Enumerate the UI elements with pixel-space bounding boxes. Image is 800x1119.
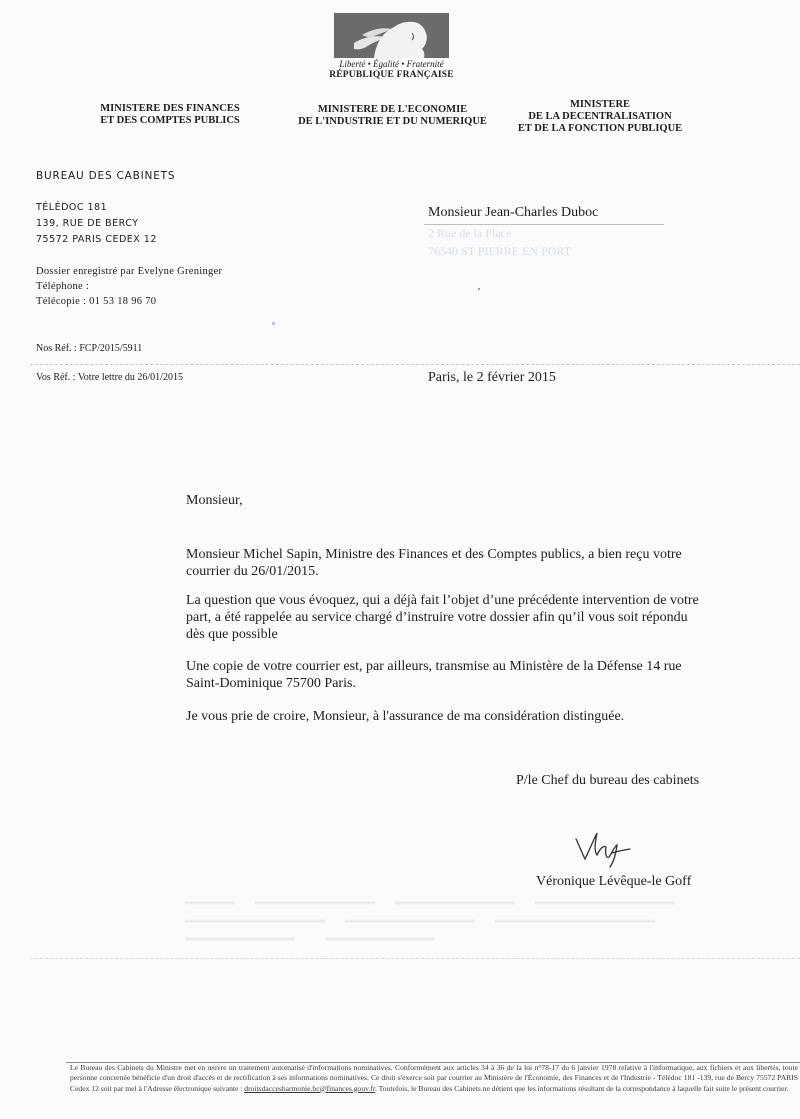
marianne-logo	[334, 13, 449, 58]
sender-address-line: TÉLÉDOC 181	[36, 202, 108, 213]
scan-speck	[272, 322, 275, 325]
ministry-finances	[70, 103, 270, 127]
telecopie-number: Télécopie : 01 53 18 96 70	[36, 296, 157, 307]
salutation: Monsieur,	[186, 493, 243, 508]
bleed-through-marks	[175, 895, 695, 955]
bureau-title: BUREAU DES CABINETS	[36, 170, 176, 182]
address-divider	[424, 224, 664, 225]
logo-motto: Liberté • Égalité • Fraternité	[339, 59, 444, 69]
privacy-notice-text: Le Bureau des Cabinets du Ministre met en œuvre un traitement automatisé d'informations nominatives. Conformément aux articles 34 à 36 de la loi n°78-17 du 6 janvier 1978 relative à l'informatique, aux fichiers et aux libertés, toute personne concernée bénéficie d'un droit d'accès et de rectification à ses informations nominatives. Ce droit s'exerce soit par courrier au Ministère de l'Économie, des Finances et de l'Industrie - Télédoc 181 -139, rue de Bercy 75572 PARIS Cedex 12 soit par mel à l'Adresse électronique suivante :	[70, 1063, 798, 1093]
sender-address-line: 75572 PARIS CEDEX 12	[36, 234, 157, 245]
paragraph-copy: Une copie de votre courrier est, par ailleurs, transmise au Ministère de la Défense 14 rue Saint-Dominique 75700 Paris.	[186, 659, 682, 691]
ministry-line: ET DES COMPTES PUBLICS	[100, 115, 240, 126]
ministry-line: DE LA DECENTRALISATION	[528, 111, 672, 122]
paragraph-question: La question que vous évoquez, qui a déjà fait l’objet d’une précédente intervention de votre part, a été rappelée au service chargé d’instruire votre dossier afin qu’il vous soit répondu dès que possible	[186, 593, 699, 642]
ministry-line: MINISTERE DE L'ECONOMIE	[317, 104, 468, 115]
paragraph-acknowledgement: Monsieur Michel Sapin, Ministre des Finances et des Comptes publics, a bien reçu votre courrier du 26/01/2015.	[186, 547, 682, 579]
fold-line	[30, 364, 800, 365]
your-reference: Vos Réf. : Votre lettre du 26/01/2015	[36, 372, 183, 383]
signer-name: Véronique Lévêque-le Goff	[536, 874, 692, 889]
ministry-decentralisation	[500, 99, 700, 135]
privacy-notice	[70, 1063, 798, 1094]
recipient-name: Monsieur Jean-Charles Duboc	[428, 205, 599, 220]
ministry-economie	[285, 104, 500, 128]
telephone-label: Téléphone :	[36, 281, 90, 292]
ministry-line: MINISTERE	[569, 99, 631, 110]
fold-line	[30, 958, 800, 959]
our-reference: Nos Réf. : FCP/2015/5911	[36, 343, 143, 354]
ministry-line: ET DE LA FONCTION PUBLIQUE	[517, 123, 683, 134]
ministry-line: MINISTERE DES FINANCES	[100, 103, 240, 114]
letter-date: Paris, le 2 février 2015	[428, 370, 556, 385]
recipient-address-line: 76540 ST PIERRE EN PORT	[428, 244, 572, 258]
sender-address-line: 139, RUE DE BERCY	[36, 218, 139, 229]
recipient-address-line: 2 Rue de la Place	[428, 226, 512, 240]
privacy-email-address: droitsdaccesharmonie.bc@finances.gouv.fr	[244, 1083, 375, 1093]
dossier-registered-by: Dossier enregistré par Evelyne Greninger	[36, 266, 223, 277]
signature-title: P/le Chef du bureau des cabinets	[516, 773, 700, 788]
scan-speck	[478, 288, 480, 290]
ministry-line: DE L'INDUSTRIE ET DU NUMERIQUE	[298, 116, 487, 127]
logo-republique-francaise: RÉPUBLIQUE FRANÇAISE	[329, 70, 454, 80]
paragraph-closing-formula: Je vous prie de croire, Monsieur, à l'assurance de ma considération distinguée.	[186, 709, 625, 724]
marianne-profile-icon	[334, 13, 449, 58]
handwritten-signature	[570, 825, 640, 870]
privacy-notice-text: . Toutefois, le Bureau des Cabinets ne détient que les informations résultant de la correspondance à laquelle fait suite le présent courrier.	[375, 1083, 789, 1093]
